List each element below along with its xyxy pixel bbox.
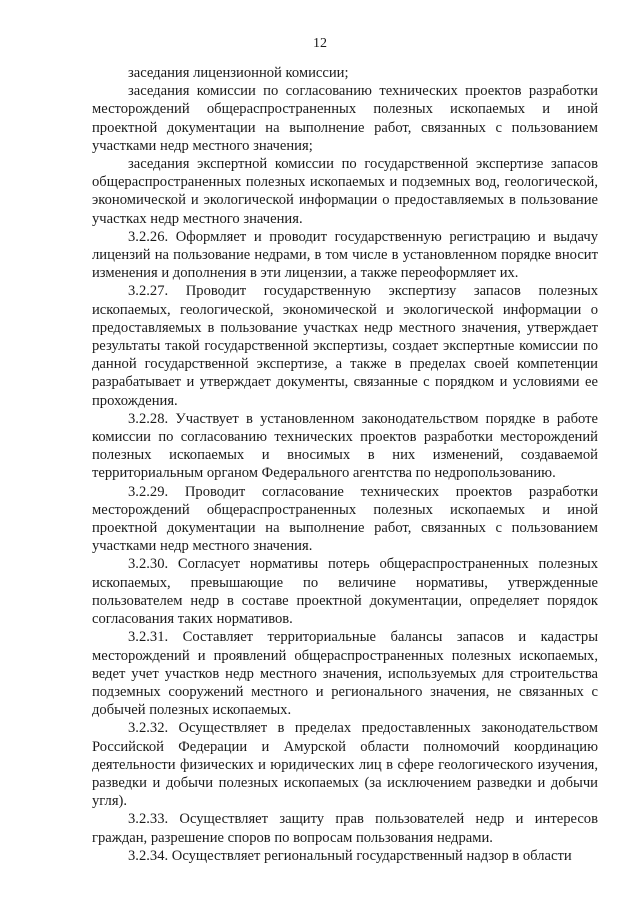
paragraph: 3.2.29. Проводит согласование технических проектов разработки месторождений общераспространенных полезных ископаемых и иной проектной документации на выполнение работ, связанных с пользованием участками недр местного значения. (92, 483, 598, 555)
paragraph: заседания экспертной комиссии по государственной экспертизе запасов общераспространенных полезных ископаемых и подземных вод, геологической, экономической и экологической информации о предоставляемых в пользование участках недр местного значения. (92, 156, 598, 227)
paragraph: 3.2.32. Осуществляет в пределах предоставленных законодательством Российской Федерации и Амурской области полномочий координацию деятельности физических и юридических лиц в сфере геологического изучения, разведки и добычи полезных ископаемых (за исключением разведки и добычи угля). (92, 720, 598, 810)
paragraph: 3.2.30. Согласует нормативы потерь общераспространенных полезных ископаемых, превышающие по величине нормативы, утвержденные пользователем недр в составе проектной документации, определяет порядок согласования таких нормативов. (92, 556, 598, 628)
paragraph: 3.2.28. Участвует в установленном законодательством порядке в работе комиссии по согласованию технических проектов разработки месторождений полезных ископаемых и вносимых в них изменений, создаваемой территориальным органом Федерального агентства по недропользованию. (92, 410, 598, 482)
paragraph: 3.2.26. Оформляет и проводит государственную регистрацию и выдачу лицензий на пользование недрами, в том числе в установленном порядке вносит изменения и дополнения в эти лицензии, а также переоформляет их. (92, 228, 598, 282)
page-number: 12 (313, 36, 327, 51)
paragraph: заседания комиссии по согласованию технических проектов разработки месторождений общераспространенных полезных ископаемых и иной проектной документации на выполнение работ, связанных с пользованием участками недр местного значения; (92, 83, 598, 154)
document-body (92, 64, 598, 865)
paragraph: заседания лицензионной комиссии; (128, 65, 349, 81)
paragraph: 3.2.33. Осуществляет защиту прав пользователей недр и интересов граждан, разрешение споров по вопросам пользования недрами. (92, 811, 598, 846)
paragraph: 3.2.31. Составляет территориальные балансы запасов и кадастры месторождений и проявлений общераспространенных полезных ископаемых, ведет учет участков недр местного значения, используемых для строительства подземных сооружений местного и регионального значения, не связанных с добычей полезных ископаемых. (92, 629, 598, 719)
paragraph: 3.2.27. Проводит государственную экспертизу запасов полезных ископаемых, геологической, экономической и экологической информации о предоставляемых в пользование участках недр местного значения, утверждает результаты такой государственной экспертизы, создает экспертные комиссии по данной государственной экспертизе, а также в пределах своей компетенции разрабатывает и утверждает документы, связанные с порядком и условиями ее прохождения. (92, 283, 598, 409)
paragraph: 3.2.34. Осуществляет региональный государственный надзор в области (128, 847, 572, 864)
